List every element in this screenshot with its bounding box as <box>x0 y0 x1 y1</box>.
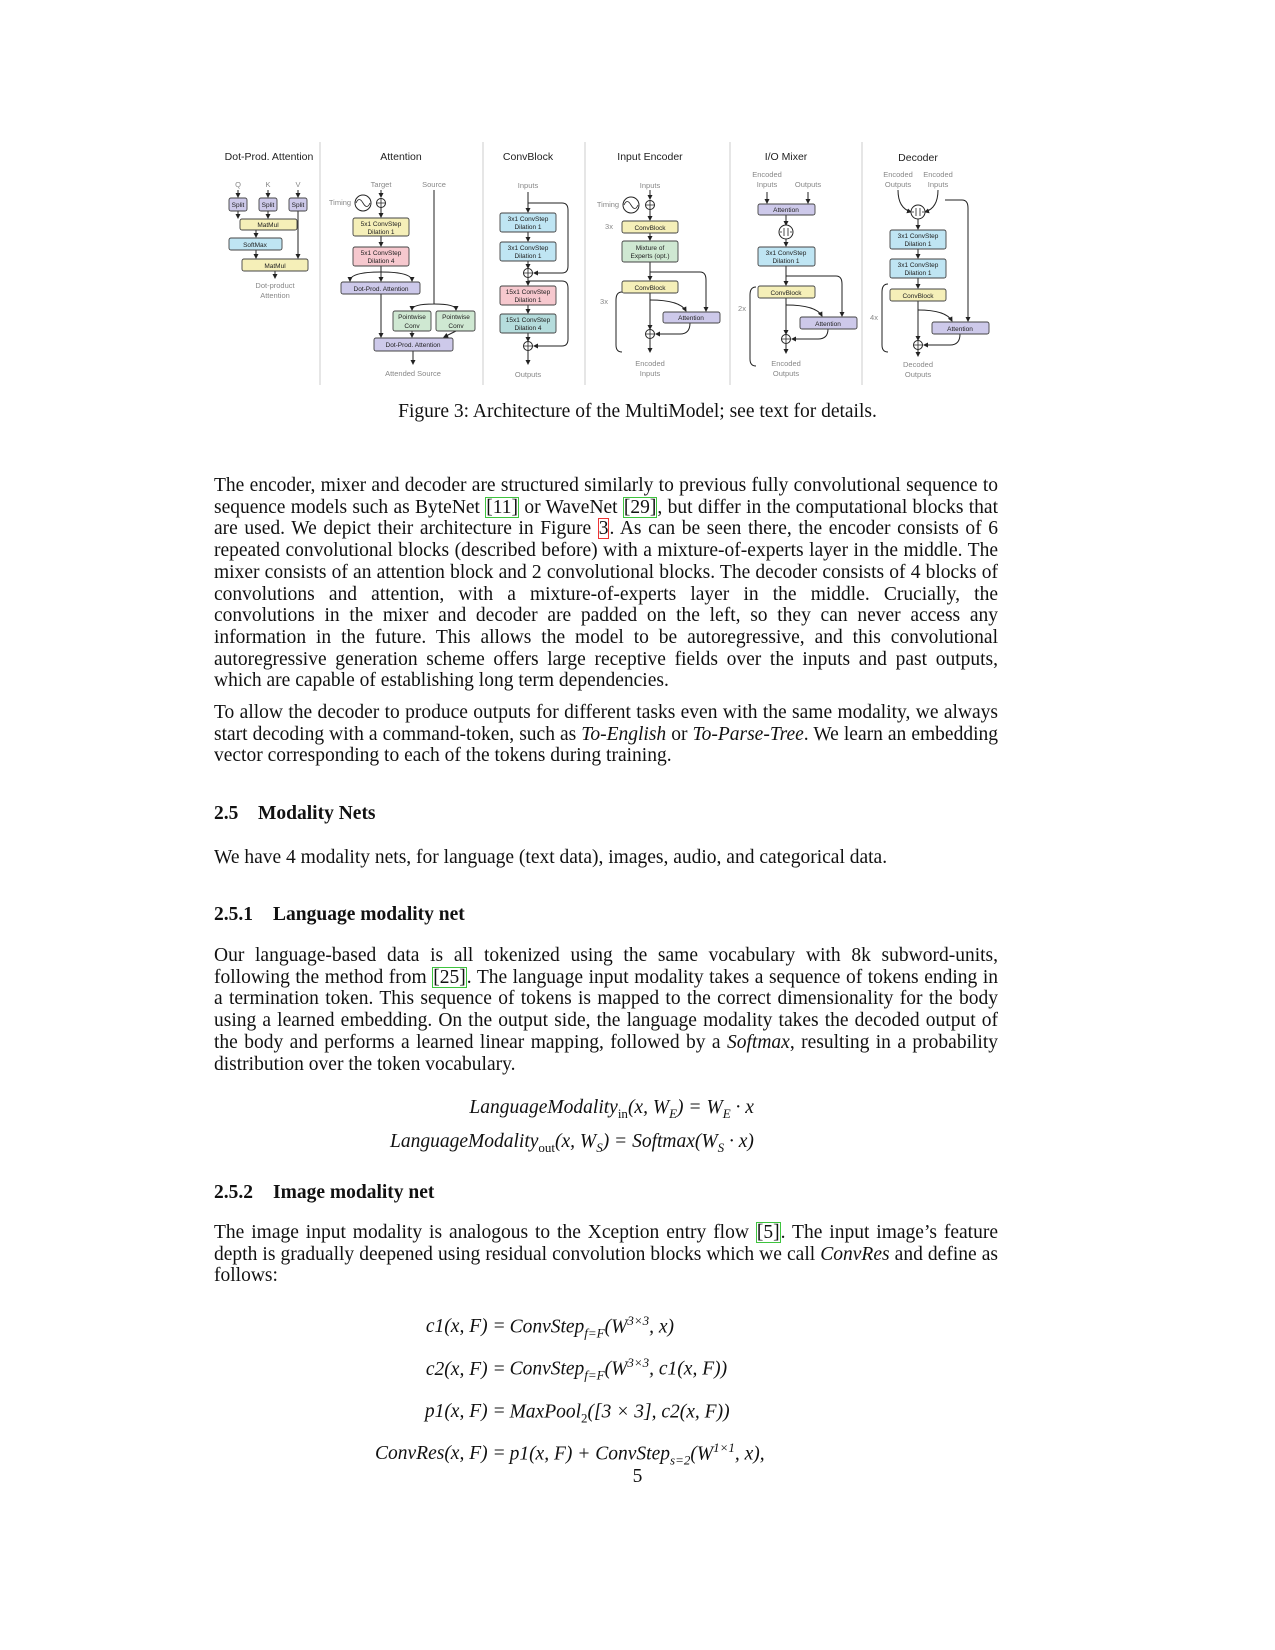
svg-text:Dilation 4: Dilation 4 <box>514 325 542 332</box>
panel-title: I/O Mixer <box>764 151 808 163</box>
emphasis: To-English <box>581 723 667 745</box>
text: or <box>666 723 693 745</box>
text: . We learn an embedding vector corresponding to each of the tokens during training. <box>214 723 999 767</box>
svg-text:Dilation 1: Dilation 1 <box>514 297 542 304</box>
svg-text:Encoded: Encoded <box>752 170 782 179</box>
section-heading-2-5-2 <box>214 1182 434 1204</box>
svg-text:Dot-Prod. Attention: Dot-Prod. Attention <box>385 342 441 349</box>
svg-text:Encoded: Encoded <box>923 170 953 179</box>
svg-text:Split: Split <box>231 202 245 209</box>
svg-text:V: V <box>295 180 301 189</box>
svg-text:Decoded: Decoded <box>902 360 934 369</box>
svg-text:Attention: Attention <box>678 315 704 322</box>
svg-text:Dilation 1: Dilation 1 <box>514 224 542 231</box>
equation-line: LanguageModality$_{in}$(x, $W_E) = W_E \cdot x$ <box>469 1097 754 1121</box>
svg-text:4x: 4x <box>870 313 878 322</box>
paragraph <box>214 475 998 692</box>
svg-text:3x: 3x <box>605 222 613 231</box>
text: The encoder, mixer and decoder are structured similarly to previous fully convolutional sequence to sequence models such as ByteNet <box>214 475 998 518</box>
section-heading-2-5 <box>214 803 376 825</box>
svg-text:ConvBlock: ConvBlock <box>634 225 666 232</box>
equation-line: c2(x, F) = $ConvStep_{f=F}(W^{3\times 3}$, c1(x, F)) <box>425 1355 728 1383</box>
svg-text:Encoded: Encoded <box>771 359 801 368</box>
section-title: Language modality net <box>273 904 465 925</box>
figure-reference-link[interactable]: 3 <box>598 518 609 540</box>
svg-text:Dilation 1: Dilation 1 <box>904 241 932 248</box>
svg-text:3x1 ConvStep: 3x1 ConvStep <box>507 216 549 223</box>
text: To allow the decoder to produce outputs for different tasks even with the same modality, we always start decoding with a command-token, such as <box>214 702 998 745</box>
svg-text:Split: Split <box>261 202 275 209</box>
svg-text:Attended Source: Attended Source <box>385 369 441 378</box>
section-title: Modality Nets <box>258 803 376 824</box>
text: . The language input modality takes a sequence of tokens ending in a termination token. This sequence of tokens is mapped to the correct dimensionality for the body using a learned embedding. On the output side, the language modality takes the decoded output of the body and performs a learned linear mapping, followed by a <box>214 966 998 1053</box>
emphasis: To-Parse-Tree <box>692 723 804 745</box>
text: . The input image’s feature depth is gradually deepened using residual convolution blocks which we call <box>214 1222 998 1265</box>
paragraph <box>214 1222 998 1287</box>
blocks <box>229 198 989 351</box>
svg-text:3x1 ConvStep: 3x1 ConvStep <box>897 262 939 269</box>
svg-text:Conv: Conv <box>404 323 420 330</box>
diagram-labels <box>225 151 974 379</box>
section-heading-2-5-1 <box>214 904 465 926</box>
section-number: 2.5 <box>214 803 239 824</box>
arrows <box>238 190 968 364</box>
svg-text:Dot-product: Dot-product <box>255 281 295 290</box>
svg-text:K: K <box>265 180 271 189</box>
panel-title: Input Encoder <box>617 151 683 163</box>
svg-text:Mixture of: Mixture of <box>635 245 665 252</box>
svg-text:Inputs: Inputs <box>756 180 778 189</box>
svg-text:Outputs: Outputs <box>772 369 800 378</box>
section-number: 2.5.1 <box>214 904 253 925</box>
citation-link[interactable]: [11] <box>486 496 519 518</box>
svg-text:Encoded: Encoded <box>635 359 665 368</box>
svg-text:15x1 ConvStep: 15x1 ConvStep <box>505 317 551 324</box>
equation-language-modality <box>390 1094 754 1162</box>
text: . As can be seen there, the encoder consists of 6 repeated convolutional blocks (described before) with a mixture-of-experts layer in the middle. The mixer consists of an attention block and 2 convolutional blocks. The decoder consists of 4 blocks of convolutions and attention, with a mixture-of-experts layer in the middle. Crucially, the convolutions in the mixer and decoder are padded on the left, so they can never access any information in the future. This allows the model to be autoregressive, and this convolutional autoregressive generation scheme offers large receptive fields over the inputs and past outputs, which are capable of establishing long term dependencies. <box>214 518 998 692</box>
svg-text:Attention: Attention <box>260 291 290 300</box>
panel-title: Attention <box>380 151 422 163</box>
citation-link[interactable]: [25] <box>433 966 466 988</box>
svg-text:ConvBlock: ConvBlock <box>770 290 802 297</box>
svg-text:Experts (opt.): Experts (opt.) <box>630 253 670 260</box>
equation-line: ConvRes(x, F) = p1(x, $F) + ConvStep_{s=2}(W^{1\times 1}$, x), <box>375 1440 765 1468</box>
svg-text:Timing: Timing <box>596 200 620 209</box>
svg-text:3x1 ConvStep: 3x1 ConvStep <box>507 245 549 252</box>
text: or WaveNet <box>519 496 623 518</box>
text: The image input modality is analogous to the Xception entry flow <box>214 1222 756 1243</box>
svg-text:Outputs: Outputs <box>514 370 542 379</box>
svg-text:SoftMax: SoftMax <box>243 242 267 249</box>
svg-text:Q: Q <box>235 180 241 189</box>
text: , resulting in a probability distribution over the token vocabulary. <box>214 1031 998 1075</box>
svg-text:Outputs: Outputs <box>904 370 932 379</box>
paragraph <box>214 702 998 767</box>
architecture-diagram <box>215 140 1000 390</box>
svg-text:15x1 ConvStep: 15x1 ConvStep <box>505 289 551 296</box>
figure-caption: Figure 3: Architecture of the MultiModel; see text for details. <box>398 401 877 422</box>
paragraph <box>214 945 998 1075</box>
section-number: 2.5.2 <box>214 1182 253 1203</box>
equation-line: p1(x, F) = MaxPool$_2$([3 × 3], c2(x, F)) <box>424 1400 730 1426</box>
panel-title: Dot-Prod. Attention <box>224 151 314 163</box>
svg-text:Dilation 1: Dilation 1 <box>514 253 542 260</box>
svg-text:Outputs: Outputs <box>884 180 912 189</box>
svg-text:Dilation 1: Dilation 1 <box>904 270 932 277</box>
svg-text:5x1 ConvStep: 5x1 ConvStep <box>360 221 402 228</box>
citation-link[interactable]: [29] <box>623 496 657 518</box>
svg-text:3x1 ConvStep: 3x1 ConvStep <box>765 250 807 257</box>
svg-text:Split: Split <box>291 202 305 209</box>
body-text-architecture <box>214 475 998 767</box>
svg-text:3x: 3x <box>600 297 608 306</box>
svg-text:ConvBlock: ConvBlock <box>902 293 934 300</box>
svg-text:Inputs: Inputs <box>927 180 949 189</box>
svg-text:Conv: Conv <box>448 323 464 330</box>
svg-text:MatMul: MatMul <box>257 222 279 229</box>
svg-text:Inputs: Inputs <box>517 181 539 190</box>
page-number: 5 <box>632 1466 643 1487</box>
svg-text:Inputs: Inputs <box>639 181 661 190</box>
svg-text:Attention: Attention <box>773 207 799 214</box>
svg-text:5x1 ConvStep: 5x1 ConvStep <box>360 250 402 257</box>
svg-text:Dilation 4: Dilation 4 <box>367 258 395 265</box>
svg-text:2x: 2x <box>738 304 746 313</box>
figure-3-architecture <box>215 140 1000 390</box>
svg-text:Pointwise: Pointwise <box>398 314 426 321</box>
svg-text:Outputs: Outputs <box>794 180 822 189</box>
svg-text:Attention: Attention <box>815 321 841 328</box>
svg-text:Pointwise: Pointwise <box>442 314 470 321</box>
math-inline: ConvRes <box>820 1243 890 1265</box>
citation-link[interactable]: [5] <box>756 1222 780 1243</box>
section-title: Image modality net <box>273 1182 435 1203</box>
svg-text:Target: Target <box>370 180 392 189</box>
panel-title: ConvBlock <box>502 151 554 163</box>
svg-text:ConvBlock: ConvBlock <box>634 285 666 292</box>
svg-text:Attention: Attention <box>947 326 973 333</box>
math-inline: Softmax <box>726 1031 790 1053</box>
svg-text:3x1 ConvStep: 3x1 ConvStep <box>897 233 939 240</box>
text: Our language-based data is all tokenized using the same vocabulary with 8k subword-units, following the method from <box>214 945 998 988</box>
svg-text:MatMul: MatMul <box>264 263 286 270</box>
panel-title: Decoder <box>898 152 938 164</box>
svg-text:Dilation 1: Dilation 1 <box>367 229 395 236</box>
svg-text:Dot-Prod. Attention: Dot-Prod. Attention <box>353 286 409 293</box>
paragraph: We have 4 modality nets, for language (text data), images, audio, and categorical data. <box>214 847 888 868</box>
text: and define as follows: <box>214 1243 998 1287</box>
svg-text:Inputs: Inputs <box>639 369 661 378</box>
svg-text:Timing: Timing <box>328 198 352 207</box>
equation-convres <box>375 1306 765 1476</box>
text: , but differ in the computational blocks that are used. We depict their architecture in Figure <box>214 496 998 540</box>
equation-line: LanguageModality$_{out}$(x, $W_S$) = $Softmax(W_S \cdot x)$ <box>390 1130 754 1155</box>
equation-line: c1(x, F) = $ConvStep_{f=F}(W^{3\times 3}$, x) <box>425 1313 675 1341</box>
svg-text:Source: Source <box>422 180 446 189</box>
svg-text:Dilation 1: Dilation 1 <box>772 258 800 265</box>
svg-text:Encoded: Encoded <box>883 170 913 179</box>
